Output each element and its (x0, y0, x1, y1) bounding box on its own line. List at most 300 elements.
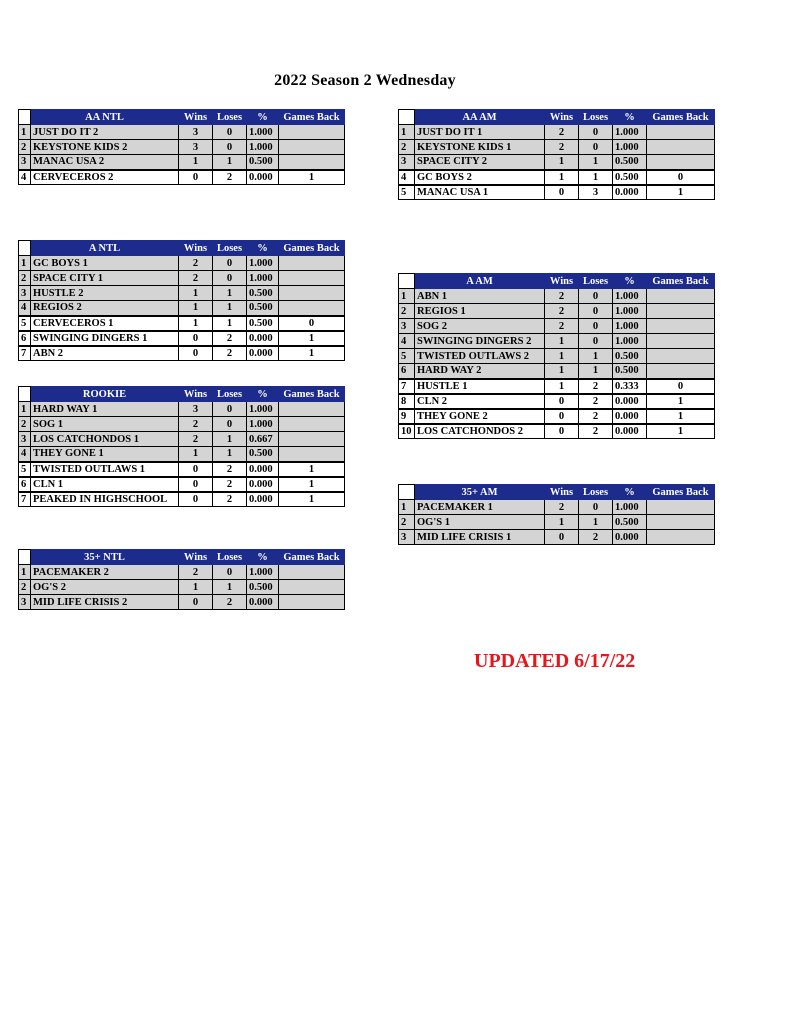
team-name-cell: SOG 1 (31, 417, 179, 432)
team-name-cell: SWINGING DINGERS 2 (415, 334, 545, 349)
rank-cell: 7 (19, 346, 31, 361)
rank-cell: 4 (19, 170, 31, 185)
wins-cell: 3 (179, 140, 213, 155)
standings-row (19, 256, 345, 271)
pct-header: % (247, 550, 279, 565)
rank-cell: 6 (399, 364, 415, 379)
rank-cell: 5 (399, 185, 415, 200)
pct-header: % (613, 110, 647, 125)
standings-row (399, 394, 715, 409)
pct-cell: 0.500 (247, 301, 279, 316)
rank-cell: 10 (399, 424, 415, 439)
loses-cell: 1 (213, 580, 247, 595)
standings-table-35-am (398, 484, 715, 545)
team-name-cell: MID LIFE CRISIS 2 (31, 595, 179, 610)
standings-row (19, 595, 345, 610)
pct-cell: 0.000 (613, 185, 647, 200)
games-back-header: Games Back (647, 485, 715, 500)
team-name-cell: MID LIFE CRISIS 1 (415, 530, 545, 545)
pct-cell: 0.333 (613, 379, 647, 394)
wins-cell: 1 (179, 580, 213, 595)
team-name-cell: OG'S 1 (415, 515, 545, 530)
wins-cell: 2 (545, 125, 579, 140)
standings-row (19, 477, 345, 492)
team-name-cell: GC BOYS 1 (31, 256, 179, 271)
team-name-cell: MANAC USA 2 (31, 155, 179, 170)
wins-cell: 2 (179, 565, 213, 580)
loses-cell: 0 (579, 319, 613, 334)
games-back-cell (647, 364, 715, 379)
standings-row (19, 271, 345, 286)
pct-cell: 0.000 (613, 394, 647, 409)
pct-cell: 1.000 (247, 417, 279, 432)
games-back-header: Games Back (279, 550, 345, 565)
wins-cell: 0 (545, 530, 579, 545)
pct-cell: 1.000 (247, 125, 279, 140)
games-back-cell: 1 (647, 424, 715, 439)
standings-row (399, 304, 715, 319)
pct-cell: 0.000 (247, 346, 279, 361)
loses-cell: 1 (579, 155, 613, 170)
games-back-cell (647, 334, 715, 349)
standings-table-rookie (18, 386, 345, 507)
wins-cell: 0 (545, 424, 579, 439)
rank-cell: 3 (19, 432, 31, 447)
header-row (19, 550, 345, 565)
loses-cell: 1 (213, 301, 247, 316)
wins-cell: 2 (545, 140, 579, 155)
team-name-cell: LOS CATCHONDOS 2 (415, 424, 545, 439)
wins-cell: 1 (179, 155, 213, 170)
standings-row (399, 515, 715, 530)
rank-cell: 3 (399, 319, 415, 334)
pct-cell: 1.000 (613, 140, 647, 155)
division-name-header: A AM (415, 274, 545, 289)
loses-cell: 1 (213, 286, 247, 301)
wins-cell: 2 (179, 271, 213, 286)
header-row (19, 241, 345, 256)
pct-cell: 0.000 (247, 462, 279, 477)
wins-cell: 2 (545, 500, 579, 515)
pct-cell: 0.000 (247, 331, 279, 346)
games-back-cell (279, 155, 345, 170)
wins-cell: 3 (179, 402, 213, 417)
games-back-cell: 1 (279, 346, 345, 361)
games-back-cell: 1 (279, 492, 345, 507)
pct-header: % (613, 274, 647, 289)
pct-cell: 0.500 (613, 349, 647, 364)
games-back-cell: 0 (279, 316, 345, 331)
pct-cell: 0.000 (613, 424, 647, 439)
loses-cell: 1 (213, 316, 247, 331)
loses-cell: 1 (579, 349, 613, 364)
pct-cell: 0.000 (247, 492, 279, 507)
rank-cell: 2 (399, 515, 415, 530)
team-name-cell: HUSTLE 2 (31, 286, 179, 301)
loses-header: Loses (579, 274, 613, 289)
pct-cell: 0.500 (247, 580, 279, 595)
team-name-cell: CLN 1 (31, 477, 179, 492)
wins-cell: 1 (179, 301, 213, 316)
loses-cell: 0 (579, 334, 613, 349)
games-back-cell (279, 565, 345, 580)
rank-cell: 8 (399, 394, 415, 409)
team-name-cell: OG'S 2 (31, 580, 179, 595)
pct-cell: 0.000 (247, 595, 279, 610)
wins-cell: 1 (179, 447, 213, 462)
loses-cell: 0 (213, 140, 247, 155)
wins-cell: 0 (179, 170, 213, 185)
wins-cell: 0 (179, 595, 213, 610)
games-back-cell (647, 349, 715, 364)
games-back-cell (279, 301, 345, 316)
pct-cell: 0.500 (613, 515, 647, 530)
standings-row (19, 125, 345, 140)
games-back-cell (279, 432, 345, 447)
team-name-cell: JUST DO IT 1 (415, 125, 545, 140)
pct-header: % (247, 387, 279, 402)
rank-cell: 2 (19, 271, 31, 286)
pct-cell: 1.000 (613, 125, 647, 140)
games-back-cell (279, 447, 345, 462)
team-name-cell: TWISTED OUTLAWS 2 (415, 349, 545, 364)
rank-cell: 7 (19, 492, 31, 507)
rank-cell: 3 (399, 530, 415, 545)
standings-row (19, 301, 345, 316)
wins-header: Wins (179, 110, 213, 125)
games-back-cell (279, 271, 345, 286)
rank-cell: 7 (399, 379, 415, 394)
pct-cell: 0.500 (613, 155, 647, 170)
team-name-cell: HARD WAY 2 (415, 364, 545, 379)
header-row (19, 110, 345, 125)
pct-header: % (247, 241, 279, 256)
wins-header: Wins (545, 274, 579, 289)
rank-cell: 1 (19, 256, 31, 271)
wins-cell: 0 (545, 409, 579, 424)
rank-cell: 2 (19, 140, 31, 155)
games-back-cell (647, 500, 715, 515)
team-name-cell: GC BOYS 2 (415, 170, 545, 185)
loses-cell: 1 (579, 364, 613, 379)
standings-row (399, 170, 715, 185)
loses-cell: 0 (213, 256, 247, 271)
games-back-header: Games Back (647, 110, 715, 125)
loses-cell: 0 (579, 125, 613, 140)
loses-cell: 1 (213, 155, 247, 170)
team-name-cell: CLN 2 (415, 394, 545, 409)
games-back-cell (279, 595, 345, 610)
rank-cell: 4 (19, 447, 31, 462)
standings-row (19, 286, 345, 301)
standings-row (399, 319, 715, 334)
standings-row (399, 289, 715, 304)
loses-cell: 1 (213, 447, 247, 462)
rank-cell: 1 (19, 565, 31, 580)
wins-cell: 0 (179, 477, 213, 492)
standings-table-aa-ntl (18, 109, 345, 185)
pct-cell: 0.000 (247, 477, 279, 492)
pct-cell: 0.500 (247, 316, 279, 331)
loses-cell: 0 (213, 125, 247, 140)
wins-header: Wins (179, 550, 213, 565)
standings-row (19, 565, 345, 580)
division-name-header: ROOKIE (31, 387, 179, 402)
standings-row (19, 316, 345, 331)
rank-cell: 4 (399, 334, 415, 349)
loses-cell: 0 (579, 289, 613, 304)
wins-cell: 1 (545, 364, 579, 379)
standings-row (19, 402, 345, 417)
team-name-cell: LOS CATCHONDOS 1 (31, 432, 179, 447)
pct-cell: 0.500 (247, 155, 279, 170)
division-name-header: AA NTL (31, 110, 179, 125)
loses-cell: 2 (213, 331, 247, 346)
standings-row (19, 346, 345, 361)
rank-header-cell (19, 387, 31, 402)
games-back-cell: 0 (647, 170, 715, 185)
loses-header: Loses (213, 241, 247, 256)
wins-header: Wins (545, 485, 579, 500)
wins-cell: 1 (179, 316, 213, 331)
team-name-cell: THEY GONE 2 (415, 409, 545, 424)
wins-cell: 0 (179, 462, 213, 477)
standings-row (399, 185, 715, 200)
games-back-cell: 1 (279, 477, 345, 492)
standings-row (399, 409, 715, 424)
games-back-cell: 1 (279, 170, 345, 185)
wins-header: Wins (545, 110, 579, 125)
games-back-cell: 1 (279, 462, 345, 477)
team-name-cell: PEAKED IN HIGHSCHOOL (31, 492, 179, 507)
standings-row (19, 140, 345, 155)
games-back-header: Games Back (647, 274, 715, 289)
standings-row (399, 334, 715, 349)
wins-cell: 1 (545, 379, 579, 394)
rank-header-cell (399, 274, 415, 289)
games-back-cell: 1 (647, 394, 715, 409)
team-name-cell: TWISTED OUTLAWS 1 (31, 462, 179, 477)
pct-cell: 1.000 (613, 319, 647, 334)
team-name-cell: HARD WAY 1 (31, 402, 179, 417)
standings-row (19, 155, 345, 170)
loses-cell: 2 (213, 170, 247, 185)
team-name-cell: THEY GONE 1 (31, 447, 179, 462)
loses-cell: 2 (213, 462, 247, 477)
updated-stamp: UPDATED 6/17/22 (474, 650, 636, 672)
pct-cell: 1.000 (247, 256, 279, 271)
standings-row (19, 447, 345, 462)
pct-cell: 1.000 (613, 289, 647, 304)
pct-cell: 0.000 (613, 530, 647, 545)
pct-cell: 1.000 (247, 271, 279, 286)
team-name-cell: KEYSTONE KIDS 2 (31, 140, 179, 155)
team-name-cell: ABN 1 (415, 289, 545, 304)
standings-row (19, 492, 345, 507)
pct-cell: 0.000 (247, 170, 279, 185)
standings-row (399, 155, 715, 170)
rank-cell: 2 (19, 580, 31, 595)
standings-row (19, 432, 345, 447)
standings-row (399, 140, 715, 155)
rank-header-cell (19, 241, 31, 256)
games-back-cell: 0 (647, 379, 715, 394)
rank-cell: 1 (19, 402, 31, 417)
games-back-cell: 1 (647, 409, 715, 424)
standings-row (19, 170, 345, 185)
wins-cell: 0 (179, 346, 213, 361)
wins-cell: 1 (545, 515, 579, 530)
loses-cell: 0 (213, 271, 247, 286)
standings-row (399, 424, 715, 439)
wins-cell: 2 (545, 289, 579, 304)
rank-cell: 6 (19, 331, 31, 346)
rank-cell: 5 (19, 462, 31, 477)
games-back-cell (647, 530, 715, 545)
rank-cell: 6 (19, 477, 31, 492)
division-name-header: A NTL (31, 241, 179, 256)
loses-cell: 1 (579, 170, 613, 185)
loses-cell: 2 (213, 492, 247, 507)
rank-cell: 2 (19, 417, 31, 432)
loses-cell: 0 (579, 304, 613, 319)
loses-header: Loses (213, 550, 247, 565)
games-back-cell (279, 417, 345, 432)
rank-cell: 3 (19, 155, 31, 170)
rank-cell: 3 (19, 286, 31, 301)
wins-cell: 0 (545, 185, 579, 200)
rank-header-cell (399, 485, 415, 500)
wins-header: Wins (179, 387, 213, 402)
team-name-cell: JUST DO IT 2 (31, 125, 179, 140)
wins-cell: 2 (545, 304, 579, 319)
games-back-cell: 1 (647, 185, 715, 200)
wins-cell: 2 (179, 432, 213, 447)
team-name-cell: CERVECEROS 2 (31, 170, 179, 185)
header-row (19, 387, 345, 402)
games-back-header: Games Back (279, 387, 345, 402)
wins-cell: 0 (545, 394, 579, 409)
rank-cell: 5 (399, 349, 415, 364)
pct-cell: 1.000 (613, 304, 647, 319)
standings-table-a-am (398, 273, 715, 439)
rank-header-cell (19, 110, 31, 125)
games-back-cell (647, 289, 715, 304)
pct-cell: 0.667 (247, 432, 279, 447)
loses-cell: 2 (213, 346, 247, 361)
team-name-cell: PACEMAKER 1 (415, 500, 545, 515)
games-back-cell (647, 125, 715, 140)
loses-cell: 2 (213, 477, 247, 492)
rank-cell: 1 (19, 125, 31, 140)
team-name-cell: CERVECEROS 1 (31, 316, 179, 331)
header-row (399, 274, 715, 289)
loses-cell: 2 (579, 530, 613, 545)
rank-cell: 2 (399, 140, 415, 155)
rank-cell: 1 (399, 500, 415, 515)
header-row (399, 485, 715, 500)
standings-row (399, 349, 715, 364)
games-back-cell (647, 304, 715, 319)
games-back-cell (279, 125, 345, 140)
team-name-cell: REGIOS 2 (31, 301, 179, 316)
wins-cell: 3 (179, 125, 213, 140)
standings-row (399, 125, 715, 140)
games-back-cell (279, 580, 345, 595)
pct-header: % (613, 485, 647, 500)
wins-cell: 1 (545, 155, 579, 170)
games-back-header: Games Back (279, 110, 345, 125)
games-back-cell: 1 (279, 331, 345, 346)
loses-cell: 0 (213, 565, 247, 580)
standings-row (399, 530, 715, 545)
wins-cell: 1 (545, 334, 579, 349)
standings-row (399, 379, 715, 394)
pct-cell: 1.000 (247, 402, 279, 417)
loses-cell: 2 (213, 595, 247, 610)
games-back-cell (647, 319, 715, 334)
page-title: 2022 Season 2 Wednesday (274, 72, 456, 89)
rank-cell: 9 (399, 409, 415, 424)
wins-cell: 2 (179, 417, 213, 432)
games-back-cell (279, 286, 345, 301)
division-name-header: 35+ NTL (31, 550, 179, 565)
standings-row (19, 580, 345, 595)
pct-cell: 1.000 (613, 334, 647, 349)
team-name-cell: HUSTLE 1 (415, 379, 545, 394)
rank-cell: 4 (19, 301, 31, 316)
rank-cell: 1 (399, 125, 415, 140)
rank-cell: 2 (399, 304, 415, 319)
pct-cell: 0.500 (247, 447, 279, 462)
team-name-cell: MANAC USA 1 (415, 185, 545, 200)
division-name-header: AA AM (415, 110, 545, 125)
games-back-cell (647, 515, 715, 530)
games-back-cell (647, 140, 715, 155)
games-back-cell (279, 256, 345, 271)
rank-header-cell (399, 110, 415, 125)
team-name-cell: ABN 2 (31, 346, 179, 361)
loses-cell: 3 (579, 185, 613, 200)
wins-cell: 0 (179, 492, 213, 507)
games-back-cell (279, 140, 345, 155)
loses-header: Loses (579, 110, 613, 125)
header-row (399, 110, 715, 125)
pct-header: % (247, 110, 279, 125)
standings-row (399, 500, 715, 515)
pct-cell: 1.000 (247, 140, 279, 155)
wins-cell: 0 (179, 331, 213, 346)
division-name-header: 35+ AM (415, 485, 545, 500)
loses-cell: 2 (579, 424, 613, 439)
loses-cell: 2 (579, 379, 613, 394)
standings-row (19, 462, 345, 477)
rank-cell: 1 (399, 289, 415, 304)
team-name-cell: SWINGING DINGERS 1 (31, 331, 179, 346)
wins-cell: 1 (545, 349, 579, 364)
pct-cell: 1.000 (613, 500, 647, 515)
wins-header: Wins (179, 241, 213, 256)
standings-table-aa-am (398, 109, 715, 200)
games-back-cell (647, 155, 715, 170)
standings-row (399, 364, 715, 379)
games-back-header: Games Back (279, 241, 345, 256)
team-name-cell: REGIOS 1 (415, 304, 545, 319)
rank-cell: 5 (19, 316, 31, 331)
standings-table-35-ntl (18, 549, 345, 610)
team-name-cell: SPACE CITY 1 (31, 271, 179, 286)
team-name-cell: KEYSTONE KIDS 1 (415, 140, 545, 155)
